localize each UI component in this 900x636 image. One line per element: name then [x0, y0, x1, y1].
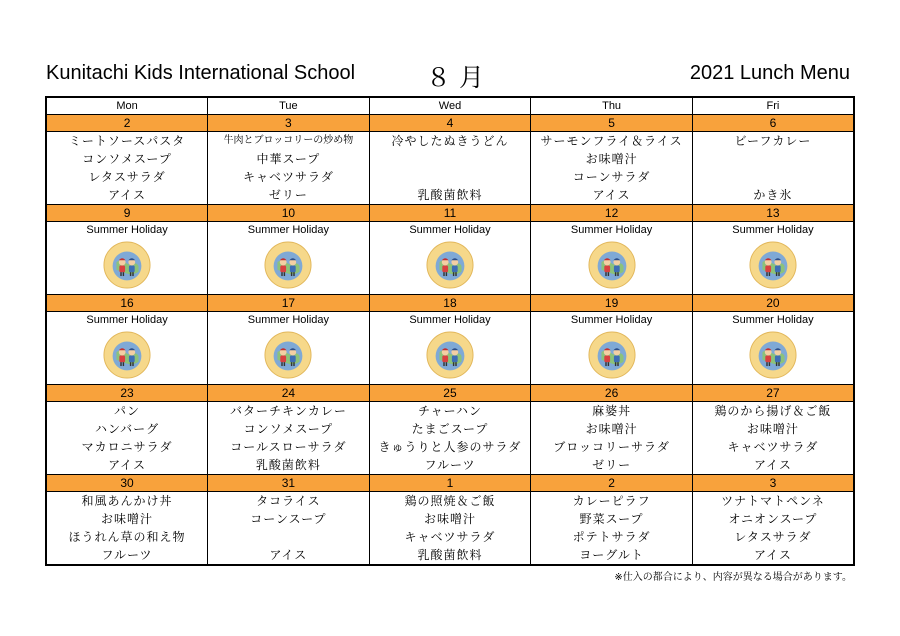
menu-item: かき氷: [753, 188, 793, 202]
date-cell: 10: [208, 205, 370, 222]
holiday-label: Summer Holiday: [409, 314, 491, 326]
weekday-mon: Mon: [46, 97, 208, 115]
menu-item: ゼリー: [268, 188, 308, 202]
date-cell: 6: [692, 115, 854, 132]
month-title: ８ 月: [426, 63, 484, 92]
menu-item: キャベツサラダ: [404, 530, 496, 544]
menu-item: サーモンフライ＆ライス: [540, 134, 683, 148]
menu-item: バターチキンカレー: [229, 404, 347, 418]
holiday-label: Summer Holiday: [570, 224, 653, 236]
menu-item: アイス: [754, 548, 792, 562]
school-logo-icon: [426, 241, 474, 289]
menu-cell: [692, 492, 854, 566]
school-name: Kunitachi Kids International School: [46, 62, 356, 84]
menu-item: レタスサラダ: [88, 170, 166, 184]
date-cell: 2: [531, 475, 693, 492]
holiday-cell: [46, 222, 208, 295]
holiday-label: Summer Holiday: [570, 314, 653, 326]
menu-item: キャベツサラダ: [727, 440, 819, 454]
date-cell: 9: [46, 205, 208, 222]
date-cell: 23: [46, 385, 208, 402]
date-row: [46, 475, 854, 492]
menu-item: オニオンスープ: [728, 512, 818, 526]
date-cell: 4: [369, 115, 531, 132]
menu-item: アイス: [108, 188, 146, 202]
menu-item: 鶏の照焼＆ご飯: [404, 494, 496, 508]
menu-row: [46, 492, 854, 566]
menu-cell: [531, 402, 693, 475]
menu-item: フルーツ: [101, 548, 153, 562]
date-cell: 12: [531, 205, 693, 222]
holiday-label: Summer Holiday: [86, 224, 168, 236]
holiday-label: Summer Holiday: [86, 314, 168, 326]
menu-cell: [46, 402, 208, 475]
menu-item: アイス: [754, 458, 792, 472]
menu-item: お味噌汁: [585, 152, 638, 166]
holiday-row: [46, 312, 854, 385]
menu-item: アイス: [592, 188, 631, 202]
holiday-cell: [531, 312, 693, 385]
menu-item: [208, 528, 369, 546]
menu-item: 鶏のから揚げ＆ご飯: [714, 404, 832, 418]
holiday-label: Summer Holiday: [247, 224, 330, 236]
menu-item: カレーピラフ: [572, 494, 651, 508]
menu-item: ブロッコリーサラダ: [553, 440, 670, 454]
school-logo-icon: [749, 241, 797, 289]
menu-cell: [531, 492, 693, 566]
menu-item: ツナトマトペンネ: [721, 494, 825, 508]
menu-item: ハンバーグ: [94, 422, 160, 436]
menu-cell: [208, 402, 370, 475]
school-logo-icon: [588, 241, 636, 289]
school-logo-icon: [749, 331, 797, 379]
date-cell: 1: [369, 475, 531, 492]
date-cell: 2: [46, 115, 208, 132]
school-logo-icon: [426, 331, 474, 379]
menu-item: ヨーグルト: [579, 548, 644, 562]
holiday-cell: [369, 222, 531, 295]
menu-cell: [208, 492, 370, 566]
date-row: [46, 295, 854, 312]
holiday-cell: [692, 312, 854, 385]
school-logo-icon: [588, 331, 636, 379]
menu-cell: [531, 132, 693, 205]
date-cell: 3: [692, 475, 854, 492]
date-row: [46, 205, 854, 222]
menu-item: ゼリー: [592, 458, 632, 472]
date-cell: 27: [692, 385, 854, 402]
weekday-wed: Wed: [369, 97, 531, 115]
menu-item: アイス: [269, 548, 308, 562]
menu-cell: [692, 402, 854, 475]
menu-item: [370, 168, 531, 186]
weekday-thu: Thu: [531, 97, 693, 115]
holiday-row: [46, 222, 854, 295]
date-cell: 20: [692, 295, 854, 312]
menu-item: フルーツ: [424, 458, 476, 472]
menu-cell: [208, 132, 370, 205]
date-cell: 24: [208, 385, 370, 402]
menu-item: お味噌汁: [423, 512, 476, 526]
menu-item: 麻婆丼: [592, 404, 632, 418]
menu-item: きゅうりと人参のサラダ: [378, 440, 522, 454]
menu-item: キャベツサラダ: [242, 170, 334, 184]
menu-item: [693, 150, 853, 168]
date-cell: 30: [46, 475, 208, 492]
menu-item: 中華スープ: [256, 152, 321, 166]
weekday-fri: Fri: [692, 97, 854, 115]
menu-item: [370, 150, 531, 168]
weekday-tue: Tue: [208, 97, 370, 115]
date-cell: 25: [369, 385, 531, 402]
date-cell: 26: [531, 385, 693, 402]
menu-item: 和風あんかけ丼: [81, 494, 173, 508]
menu-item: チャーハン: [417, 404, 482, 418]
menu-item: 乳酸菌飲料: [255, 458, 321, 472]
school-logo-icon: [264, 241, 312, 289]
menu-item: 乳酸菌飲料: [417, 188, 483, 202]
menu-cell: [369, 492, 531, 566]
menu-item: コーンスープ: [250, 512, 327, 526]
date-cell: 18: [369, 295, 531, 312]
holiday-cell: [208, 222, 370, 295]
school-logo-icon: [103, 241, 151, 289]
holiday-cell: [46, 312, 208, 385]
date-cell: 19: [531, 295, 693, 312]
menu-cell: [369, 132, 531, 205]
menu-item: レタスサラダ: [734, 530, 812, 544]
date-cell: 17: [208, 295, 370, 312]
holiday-label: Summer Holiday: [247, 314, 330, 326]
date-row: [46, 385, 854, 402]
date-cell: 11: [369, 205, 531, 222]
menu-item: マカロニサラダ: [81, 440, 173, 454]
menu-item: パン: [114, 404, 141, 418]
holiday-label: Summer Holiday: [732, 224, 814, 236]
menu-item: ポテトサラダ: [572, 530, 651, 544]
menu-item: 冷やしたぬきうどん: [391, 134, 509, 148]
menu-item: [693, 168, 853, 186]
date-cell: 3: [208, 115, 370, 132]
menu-item: 牛肉とブロッコリーの炒め物: [223, 135, 354, 146]
weekday-header-row: [46, 97, 854, 115]
holiday-cell: [692, 222, 854, 295]
menu-item: コーンサラダ: [572, 170, 651, 184]
menu-item: コンソメスープ: [243, 422, 334, 436]
school-logo-icon: [103, 331, 151, 379]
date-cell: 31: [208, 475, 370, 492]
holiday-cell: [369, 312, 531, 385]
menu-item: タコライス: [256, 494, 321, 508]
menu-item: アイス: [108, 458, 146, 472]
lunch-calendar: [45, 96, 855, 566]
holiday-label: Summer Holiday: [732, 314, 814, 326]
menu-item: お味噌汁: [746, 422, 799, 436]
menu-cell: [46, 492, 208, 566]
date-cell: 16: [46, 295, 208, 312]
menu-title: 2021 Lunch Menu: [689, 62, 850, 84]
menu-row: [46, 132, 854, 205]
holiday-label: Summer Holiday: [409, 224, 491, 236]
holiday-cell: [531, 222, 693, 295]
menu-item: お味噌汁: [101, 512, 154, 526]
date-cell: 13: [692, 205, 854, 222]
menu-item: コールスローサラダ: [230, 440, 347, 454]
menu-cell: [692, 132, 854, 205]
menu-cell: [46, 132, 208, 205]
date-row: [46, 115, 854, 132]
menu-cell: [369, 402, 531, 475]
menu-row: [46, 402, 854, 475]
menu-item: お味噌汁: [585, 422, 638, 436]
menu-item: 野菜スープ: [579, 512, 644, 526]
menu-item: ほうれん草の和え物: [68, 530, 186, 544]
footnote: ※仕入の都合により、内容が異なる場合があります。: [614, 572, 852, 583]
holiday-cell: [208, 312, 370, 385]
menu-item: ビーフカレー: [734, 134, 812, 148]
school-logo-icon: [264, 331, 312, 379]
menu-item: たまごスープ: [411, 422, 489, 436]
menu-item: ミートソースパスタ: [68, 134, 186, 148]
menu-item: 乳酸菌飲料: [417, 548, 483, 562]
page-header: [46, 58, 854, 94]
date-cell: 5: [531, 115, 693, 132]
menu-item: コンソメスープ: [82, 152, 172, 166]
